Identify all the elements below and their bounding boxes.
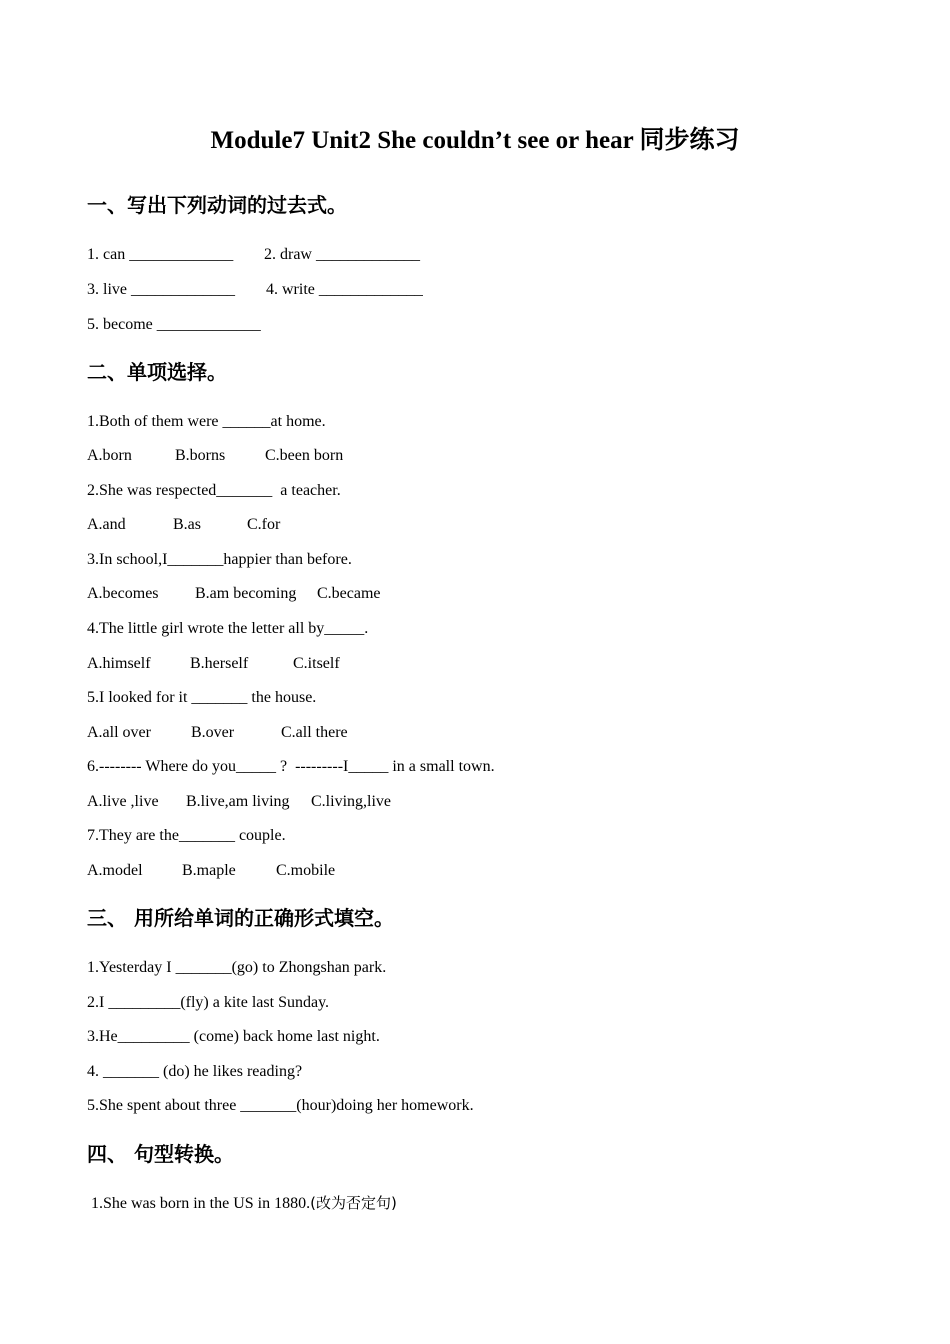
section-1-item: 2. draw _____________	[264, 246, 420, 263]
option-a: A.live ,live	[87, 793, 159, 810]
option-c: C.mobile	[276, 862, 336, 879]
transform-sentence: 1.She was born in the US in 1880.	[91, 1195, 311, 1212]
question-options	[87, 445, 487, 467]
question-options	[87, 653, 487, 675]
section-3-heading: 三、 用所给单词的正确形式填空。	[87, 906, 394, 930]
option-b: B.herself	[190, 655, 249, 672]
question-stem: 2.She was respected_______ a teacher.	[87, 482, 341, 499]
fill-in-item: 4. _______ (do) he likes reading?	[87, 1063, 303, 1080]
option-b: B.maple	[182, 862, 236, 879]
section-1-item: 4. write _____________	[266, 281, 423, 298]
option-b: B.live,am living	[186, 793, 290, 810]
option-c: C.been born	[265, 447, 344, 464]
option-b: B.as	[173, 516, 201, 533]
question-options	[87, 791, 487, 813]
section-1-heading: 一、写出下列动词的过去式。	[87, 193, 347, 217]
option-a: A.all over	[87, 724, 151, 741]
option-c: C.all there	[281, 724, 348, 741]
option-a: A.and	[87, 516, 126, 533]
question-options	[87, 583, 487, 605]
option-a: A.model	[87, 862, 143, 879]
option-a: A.becomes	[87, 585, 159, 602]
section-1-row-2	[87, 279, 487, 301]
transform-item	[91, 1192, 397, 1215]
option-b: B.over	[191, 724, 235, 741]
option-b: B.borns	[175, 447, 226, 464]
question-stem: 4.The little girl wrote the letter all by_____.	[87, 620, 369, 637]
option-a: A.born	[87, 447, 132, 464]
fill-in-item: 3.He_________ (come) back home last night.	[87, 1028, 380, 1045]
option-c: C.became	[317, 585, 381, 602]
option-c: C.living,live	[311, 793, 391, 810]
question-stem: 3.In school,I_______happier than before.	[87, 551, 352, 568]
question-options	[87, 514, 487, 536]
worksheet-title: Module7 Unit2 She couldn’t see or hear 同步练习	[210, 127, 740, 154]
question-stem: 1.Both of them were ______at home.	[87, 413, 326, 430]
section-1-item: 3. live _____________	[87, 281, 235, 298]
option-b: B.am becoming	[195, 585, 297, 602]
transform-instruction: (改为否定句)	[310, 1194, 397, 1212]
fill-in-item: 5.She spent about three _______(hour)doing her homework.	[87, 1097, 474, 1114]
section-1-item: 5. become _____________	[87, 316, 261, 333]
question-stem: 5.I looked for it _______ the house.	[87, 689, 317, 706]
section-1-item: 1. can _____________	[87, 246, 234, 263]
fill-in-item: 2.I _________(fly) a kite last Sunday.	[87, 994, 330, 1011]
section-1-row-1	[87, 244, 487, 266]
question-stem: 7.They are the_______ couple.	[87, 827, 286, 844]
question-stem: 6.-------- Where do you_____ ? ---------I_____ in a small town.	[87, 758, 495, 775]
question-options	[87, 860, 487, 882]
question-options	[87, 722, 487, 744]
option-a: A.himself	[87, 655, 151, 672]
option-c: C.for	[247, 516, 281, 533]
section-2-heading: 二、单项选择。	[87, 360, 227, 384]
section-4-heading: 四、 句型转换。	[87, 1142, 234, 1166]
option-c: C.itself	[293, 655, 340, 672]
fill-in-item: 1.Yesterday I _______(go) to Zhongshan park.	[87, 959, 387, 976]
